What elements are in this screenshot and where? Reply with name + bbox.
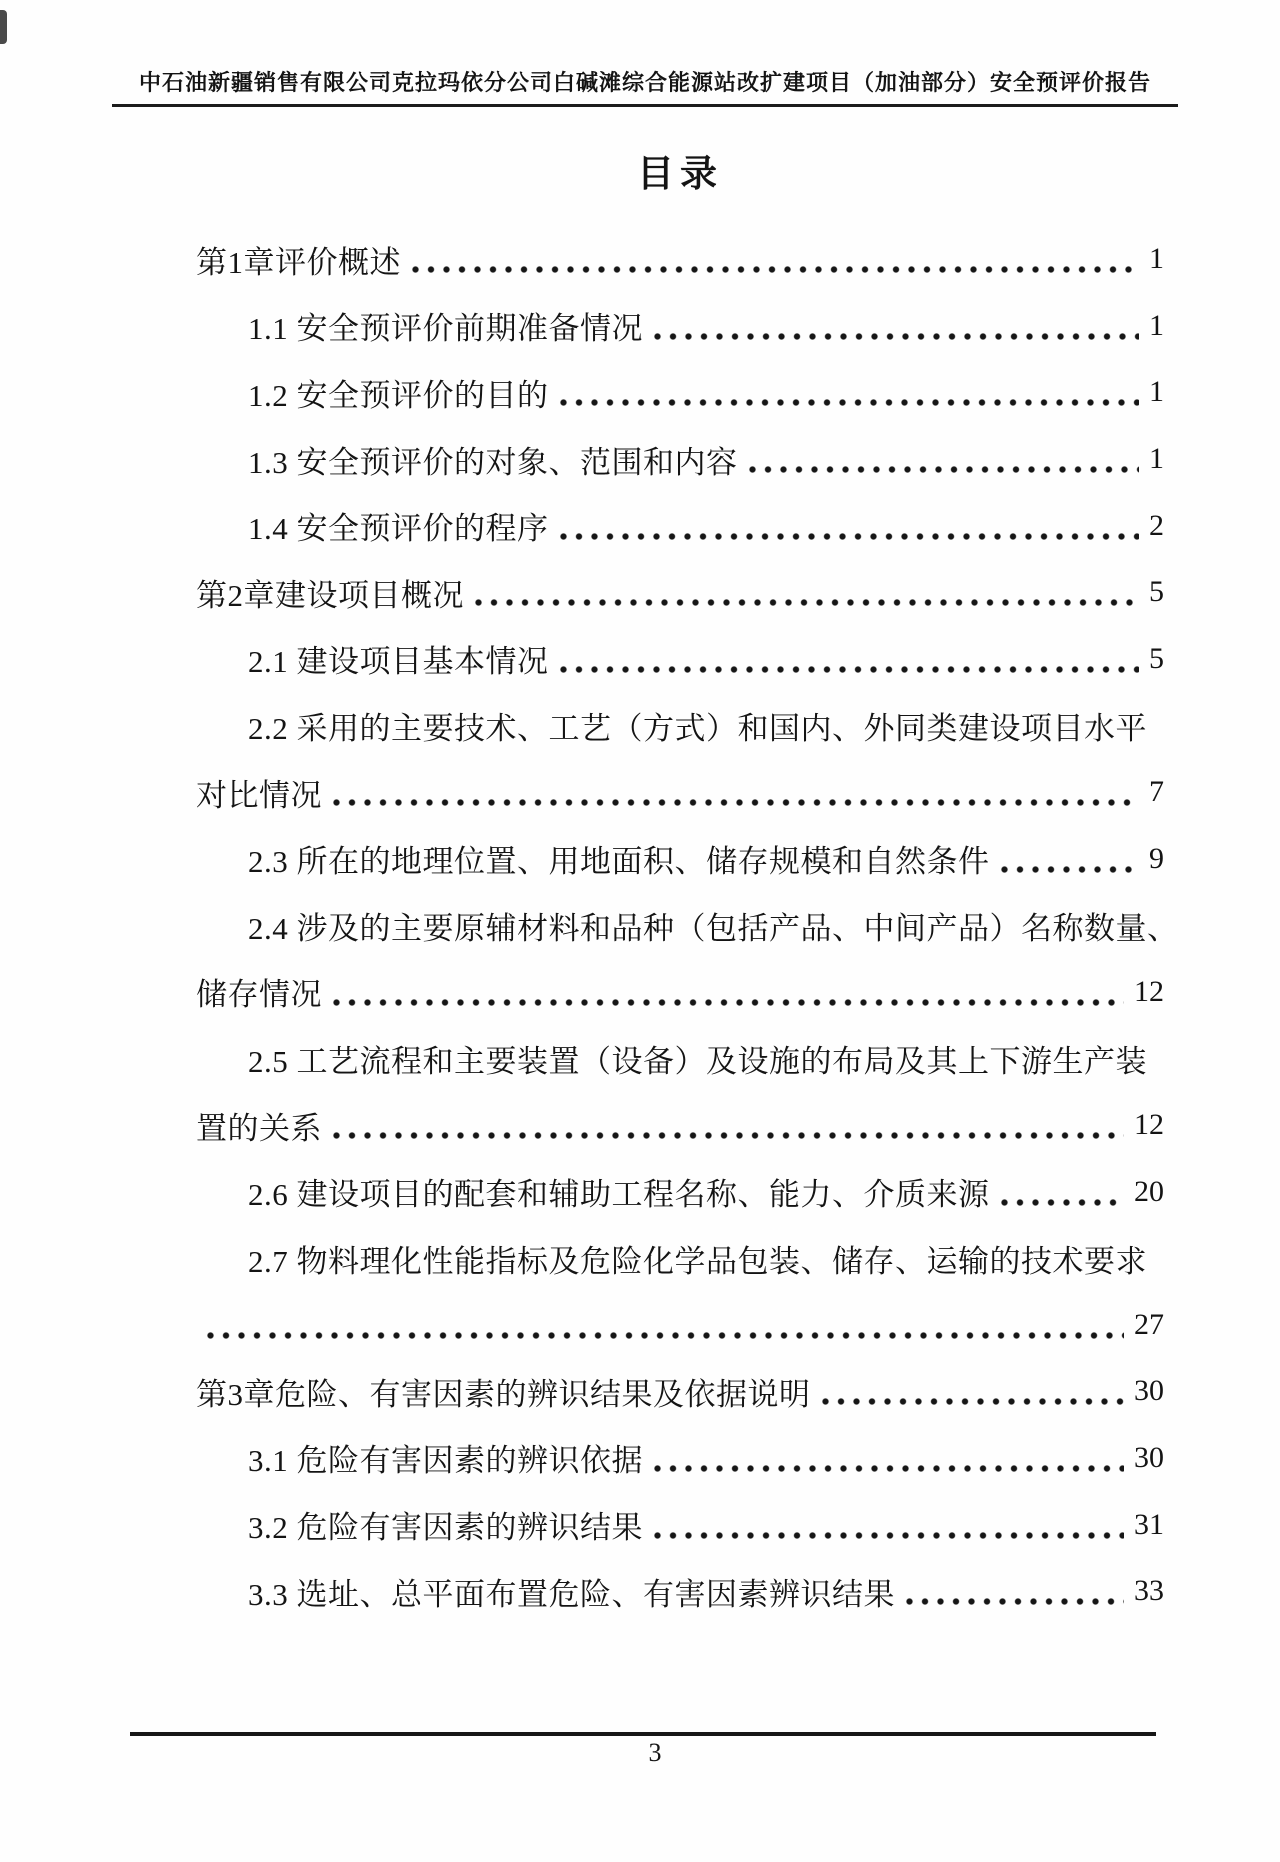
toc-entry [196,1292,1164,1359]
toc-entry [196,1025,1164,1092]
dot-leader [410,226,1139,293]
toc-page-number: 12 [1134,974,1164,1008]
toc-entry [196,825,1164,892]
toc-entry-text: 2.6 建设项目的配套和辅助工程名称、能力、介质来源 [248,1177,990,1213]
toc-entry [196,359,1164,426]
toc-entry-text: 3.3 选址、总平面布置危险、有害因素辨识结果 [248,1576,895,1612]
toc-entry [196,559,1164,626]
toc-entry-text: 1.2 安全预评价的目的 [248,377,549,413]
toc-page-number: 5 [1149,575,1164,609]
toc-entry-text: 1.4 安全预评价的程序 [248,511,549,547]
toc-entry-text: 第2章建设项目概况 [196,577,464,613]
dot-leader [205,1292,1124,1359]
toc-entry-text: 第3章危险、有害因素的辨识结果及依据说明 [196,1376,811,1412]
toc-page-number: 20 [1134,1174,1164,1208]
toc-entry [196,1158,1164,1225]
footer-page-number: 3 [648,1738,662,1767]
toc-entry [196,1491,1164,1558]
toc-page-number: 1 [1149,375,1164,409]
toc-page-number: 5 [1149,641,1164,675]
toc-page-number: 2 [1149,508,1164,542]
toc-entry [196,759,1164,826]
toc-entry [196,1358,1164,1425]
toc-entry-text: 2.4 涉及的主要原辅材料和品种（包括产品、中间产品）名称数量、 [248,910,1179,946]
dot-leader [331,1092,1124,1159]
toc-entry [196,492,1164,559]
toc-page-number: 1 [1149,308,1164,342]
toc-entry-text: 2.2 采用的主要技术、工艺（方式）和国内、外同类建设项目水平 [248,710,1147,746]
dot-leader [999,825,1140,892]
toc-page-number: 9 [1149,841,1164,875]
dot-leader [558,359,1140,426]
toc-entry-text: 置的关系 [196,1110,322,1146]
toc-page-number: 1 [1149,442,1164,476]
toc-entry-text: 2.3 所在的地理位置、用地面积、储存规模和自然条件 [248,844,990,880]
dot-leader [999,1158,1125,1225]
table-of-contents [196,150,1179,1624]
dot-leader [747,426,1140,493]
toc-entry [196,1425,1164,1492]
toc-page-number: 33 [1134,1574,1164,1608]
dot-leader [558,626,1140,693]
dot-leader [331,759,1139,826]
toc-page-number: 27 [1134,1307,1164,1341]
toc-entry-text: 3.1 危险有害因素的辨识依据 [248,1443,643,1479]
report-header-title: 中石油新疆销售有限公司克拉玛依分公司白碱滩综合能源站改扩建项目（加油部分）安全预评价报告 [112,66,1178,107]
footer-divider [130,1732,1156,1736]
toc-entry-text: 储存情况 [196,977,322,1013]
toc-page-number: 30 [1134,1374,1164,1408]
dot-leader [652,1491,1124,1558]
scan-artifact [0,10,7,44]
toc-entry [196,426,1164,493]
dot-leader [558,492,1140,559]
toc-entry-text: 2.1 建设项目基本情况 [248,644,549,680]
toc-entry [196,1558,1164,1625]
toc-entry-text: 第1章评价概述 [196,244,401,280]
toc-entry-text: 1.3 安全预评价的对象、范围和内容 [248,444,738,480]
toc-entry [196,1092,1164,1159]
toc-entry-text: 1.1 安全预评价前期准备情况 [248,311,643,347]
toc-entry [196,226,1164,293]
toc-title: 目录 [637,154,723,195]
dot-leader [652,293,1139,360]
toc-page-number: 1 [1149,242,1164,276]
toc-entry-text: 对比情况 [196,777,322,813]
toc-entry [196,959,1164,1026]
toc-entry [196,1225,1164,1292]
toc-page-number: 12 [1134,1108,1164,1142]
dot-leader [652,1425,1124,1492]
toc-entry-text: 3.2 危险有害因素的辨识结果 [248,1510,643,1546]
toc-entry [196,626,1164,693]
dot-leader [473,559,1139,626]
toc-entry [196,293,1164,360]
dot-leader [904,1558,1124,1625]
toc-entry-text: 2.5 工艺流程和主要装置（设备）及设施的布局及其上下游生产装 [248,1043,1147,1079]
toc-entry [196,692,1164,759]
toc-page-number: 7 [1149,775,1164,809]
toc-list [196,226,1179,1624]
toc-page-number: 31 [1134,1507,1164,1541]
toc-page-number: 30 [1134,1440,1164,1474]
toc-entry-text: 2.7 物料理化性能指标及危险化学品包装、储存、运输的技术要求 [248,1243,1147,1279]
dot-leader [820,1358,1125,1425]
dot-leader [331,959,1124,1026]
toc-entry [196,892,1179,959]
